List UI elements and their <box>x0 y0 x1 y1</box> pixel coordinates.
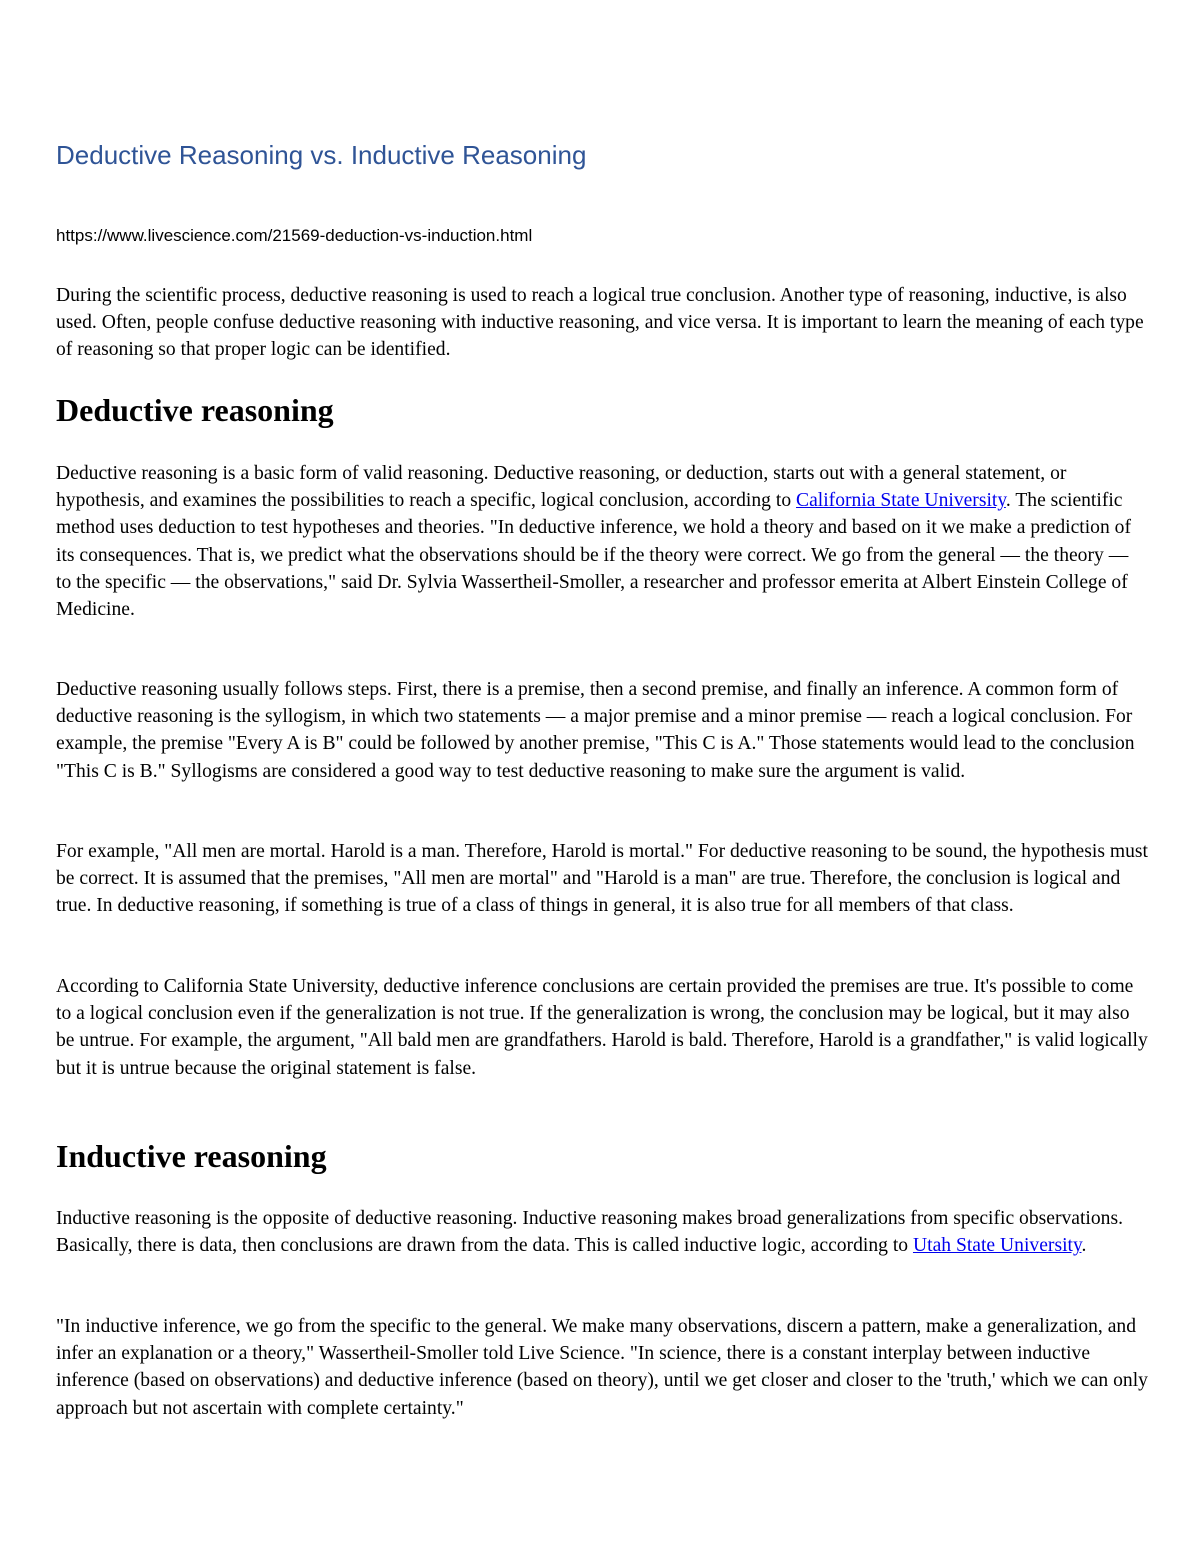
california-state-university-link[interactable]: California State University <box>796 490 1006 512</box>
deductive-p1-text-b: . The scientific method uses deduction to test hypotheses and theories. "In deductive inference, we hold a theory and based on it we make a prediction of its consequences. That is, we predict what the observations should be if the theory were correct. We go from the general — the theory — to the specific — the observations," said Dr. Sylvia Wassertheil-Smoller, a researcher and professor emerita at Albert Einstein College of Medicine. <box>56 490 1131 621</box>
deductive-paragraph-1 <box>56 460 1148 623</box>
deductive-paragraph-3: For example, "All men are mortal. Harold is a man. Therefore, Harold is mortal." For deductive reasoning to be sound, the hypothesis must be correct. It is assumed that the premises, "All men are mortal" and "Harold is a man" are true. Therefore, the conclusion is logical and true. In deductive reasoning, if something is true of a class of things in general, it is also true for all members of that class. <box>56 841 1148 917</box>
deductive-p1-text-a: Deductive reasoning is a basic form of valid reasoning. Deductive reasoning, or deduction, starts out with a general statement, or hypothesis, and examines the possibilities to reach a specific, logical conclusion, according to <box>56 463 1067 512</box>
deductive-heading: Deductive reasoning <box>56 392 334 428</box>
deductive-paragraph-4: According to California State University, deductive inference conclusions are certain provided the premises are true. It's possible to come to a logical conclusion even if the generalization is not true. If the generalization is wrong, the conclusion may be logical, but it may also be untrue. For example, the argument, "All bald men are grandfathers. Harold is bald. Therefore, Harold is a grandfather," is valid logically but it is untrue because the original statement is false. <box>56 976 1148 1079</box>
utah-state-university-link[interactable]: Utah State University <box>912 1235 1082 1257</box>
inductive-p1-text-a: Inductive reasoning is the opposite of deductive reasoning. Inductive reasoning makes broad generalizations from specific observations. Basically, there is data, then conclusions are drawn from the data. This is called inductive logic, according to <box>56 1208 1123 1257</box>
deductive-paragraph-2: Deductive reasoning usually follows steps. First, there is a premise, then a second premise, and finally an inference. A common form of deductive reasoning is the syllogism, in which two statements — a major premise and a minor premise — reach a logical conclusion. For example, the premise "Every A is B" could be followed by another premise, "This C is A." Those statements would lead to the conclusion "This C is B." Syllogisms are considered a good way to test deductive reasoning to make sure the argument is valid. <box>56 679 1135 782</box>
document-title: Deductive Reasoning vs. Inductive Reasoning <box>56 140 587 170</box>
source-url: https://www.livescience.com/21569-deduction-vs-induction.html <box>56 226 533 245</box>
inductive-paragraph-2: "In inductive inference, we go from the specific to the general. We make many observations, discern a pattern, make a generalization, and infer an explanation or a theory," Wassertheil-Smoller told Live Science. "In science, there is a constant interplay between inductive inference (based on observations) and deductive inference (based on theory), until we get closer and closer to the 'truth,' which we can only approach but not ascertain with complete certainty." <box>56 1316 1148 1419</box>
inductive-heading: Inductive reasoning <box>56 1138 327 1174</box>
inductive-p1-text-b: . <box>1081 1235 1087 1257</box>
inductive-paragraph-1 <box>56 1205 1148 1259</box>
intro-paragraph: During the scientific process, deductive reasoning is used to reach a logical true conclusion. Another type of reasoning, inductive, is also used. Often, people confuse deductive reasoning with inductive reasoning, and vice versa. It is important to learn the meaning of each type of reasoning so that proper logic can be identified. <box>56 285 1144 361</box>
